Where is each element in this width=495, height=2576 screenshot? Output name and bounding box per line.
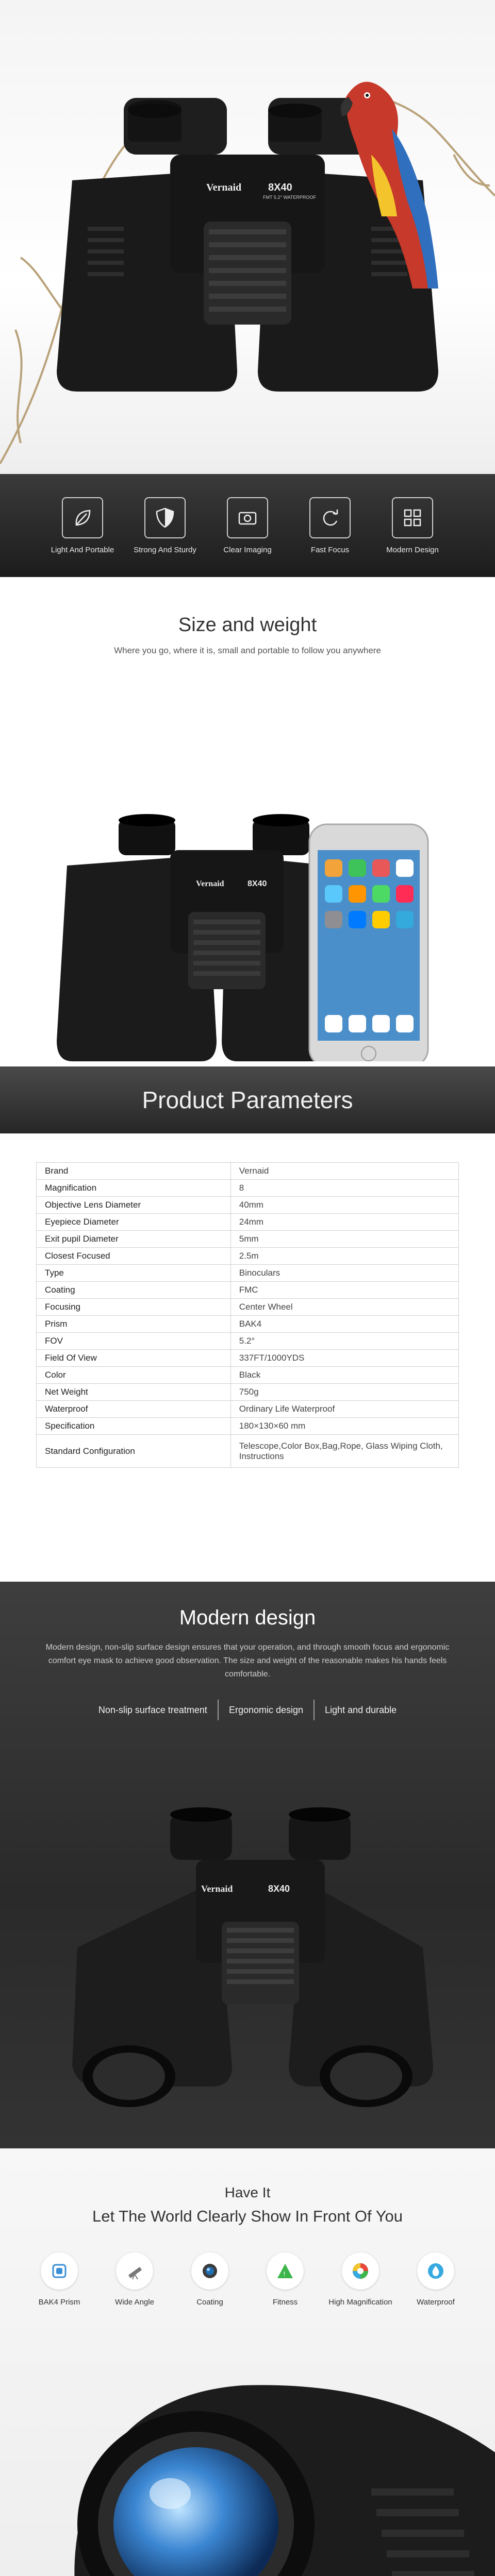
- phone-image: [309, 824, 428, 1061]
- params-row: [37, 1418, 459, 1435]
- param-key: Eyepiece Diameter: [37, 1214, 231, 1231]
- haveit-line1: Have It: [224, 2184, 271, 2200]
- size-title: Size and weight: [178, 614, 317, 636]
- feature-label: Fast Focus: [310, 545, 350, 554]
- param-value: 180×130×60 mm: [230, 1418, 458, 1435]
- tag-ergonomic: Ergonomic design: [228, 1704, 304, 1715]
- param-value: 5.2°: [230, 1333, 458, 1350]
- param-value: FMC: [230, 1282, 458, 1299]
- param-value: Ordinary Life Waterproof: [230, 1401, 458, 1418]
- triangle-icon: [267, 2252, 304, 2290]
- params-row: [37, 1180, 459, 1197]
- param-key: Objective Lens Diameter: [37, 1197, 231, 1214]
- feature-label: Clear Imaging: [223, 545, 272, 554]
- feature-item: [217, 497, 278, 554]
- params-row: [37, 1401, 459, 1418]
- param-key: Prism: [37, 1316, 231, 1333]
- params-row: [37, 1299, 459, 1316]
- param-value: Vernaid: [230, 1163, 458, 1180]
- feature-icon-label: High Magnification: [328, 2298, 392, 2307]
- feature-icon-item: [31, 2252, 88, 2307]
- camera-icon: [227, 497, 268, 538]
- param-key: Waterproof: [37, 1401, 231, 1418]
- feature-item: [52, 497, 113, 554]
- params-header: [0, 1066, 495, 1133]
- grid-icon: [392, 497, 433, 538]
- feature-icon-item: [106, 2252, 163, 2307]
- aperture-icon: [342, 2252, 379, 2290]
- brand-print: Vernaid: [206, 182, 242, 193]
- params-section: [0, 1066, 495, 1582]
- model-print: 8X40: [268, 182, 292, 193]
- feature-icon-label: Fitness: [272, 2298, 298, 2307]
- modern-illustration: [0, 1777, 495, 2138]
- modern-text: Modern design, non-slip surface design ensures that your operation, and through smooth focus and ergonomic comfort eye mask to achieve good observation. The size and weight of the reasonable makes his hands feels comfortable.: [45, 1643, 450, 1679]
- params-row: [37, 1163, 459, 1180]
- params-row: [37, 1384, 459, 1401]
- brand-print: Vernaid: [201, 1884, 233, 1894]
- param-key: Magnification: [37, 1180, 231, 1197]
- binoculars-image: [72, 1807, 433, 2107]
- params-row: [37, 1367, 459, 1384]
- param-key: Field Of View: [37, 1350, 231, 1367]
- haveit-section: [0, 2148, 495, 2576]
- params-title: Product Parameters: [142, 1087, 353, 1113]
- params-row: [37, 1350, 459, 1367]
- param-value: 8: [230, 1180, 458, 1197]
- brand-print: Vernaid: [196, 879, 224, 888]
- param-value: 337FT/1000YDS: [230, 1350, 458, 1367]
- features-bar: [0, 474, 495, 577]
- param-value: 750g: [230, 1384, 458, 1401]
- params-row: [37, 1265, 459, 1282]
- feature-icon-label: Coating: [196, 2298, 223, 2307]
- param-key: Net Weight: [37, 1384, 231, 1401]
- feature-icon-item: [328, 2252, 392, 2307]
- feature-icon-item: [407, 2252, 464, 2307]
- feature-label: Modern Design: [386, 545, 439, 554]
- size-subtitle: Where you go, where it is, small and portable to follow you anywhere: [114, 646, 381, 655]
- refresh-icon: [309, 497, 351, 538]
- param-value: Center Wheel: [230, 1299, 458, 1316]
- prism-icon: [41, 2252, 78, 2290]
- size-illustration: [0, 670, 495, 1061]
- svg-text:!: !: [283, 2270, 286, 2278]
- feature-icon-item: [257, 2252, 314, 2307]
- modern-section: [0, 1582, 495, 2148]
- params-row: [37, 1248, 459, 1265]
- param-key: FOV: [37, 1333, 231, 1350]
- feature-item: [382, 497, 443, 554]
- drop-icon: [417, 2252, 454, 2290]
- param-value: Telescope,Color Box,Bag,Rope, Glass Wiping Cloth, Instructions: [230, 1435, 458, 1468]
- shield-icon: [144, 497, 186, 538]
- param-value: BAK4: [230, 1316, 458, 1333]
- param-value: Black: [230, 1367, 458, 1384]
- size-section: [0, 577, 495, 1066]
- feature-icon-label: Waterproof: [417, 2298, 455, 2307]
- left-twig2: [21, 258, 62, 309]
- modern-tags: [0, 1700, 495, 1720]
- param-key: Color: [37, 1367, 231, 1384]
- tag-non-slip: Non-slip surface treatment: [98, 1704, 207, 1715]
- hero-illustration: [0, 0, 495, 474]
- telescope-icon: [116, 2252, 153, 2290]
- param-key: Standard Configuration: [37, 1435, 231, 1468]
- param-key: Focusing: [37, 1299, 231, 1316]
- params-row: [37, 1197, 459, 1214]
- param-key: Brand: [37, 1163, 231, 1180]
- lens-icon: [191, 2252, 228, 2290]
- params-row: [37, 1316, 459, 1333]
- param-value: 40mm: [230, 1197, 458, 1214]
- param-value: 2.5m: [230, 1248, 458, 1265]
- param-key: Exit pupil Diameter: [37, 1231, 231, 1248]
- feature-item: [134, 497, 196, 554]
- feature-label: Strong And Sturdy: [134, 545, 196, 554]
- feature-icons-row: [0, 2252, 495, 2307]
- eyepiece-closeup-image: [0, 2318, 495, 2576]
- params-row: [37, 1231, 459, 1248]
- model-print: 8X40: [268, 1884, 290, 1894]
- param-value: 5mm: [230, 1231, 458, 1248]
- tag-durable: Light and durable: [325, 1704, 397, 1715]
- feature-icon-label: BAK4 Prism: [38, 2298, 80, 2307]
- feature-label: Light And Portable: [51, 545, 114, 554]
- param-key: Specification: [37, 1418, 231, 1435]
- params-row: [37, 1214, 459, 1231]
- model-print: 8X40: [248, 879, 267, 888]
- model-sub-print: FMT 5.2° WATERPROOF: [263, 195, 316, 200]
- leaf-icon: [62, 497, 103, 538]
- hero-section: [0, 0, 495, 474]
- params-row: [37, 1333, 459, 1350]
- feature-icon-item: [182, 2252, 238, 2307]
- param-value: 24mm: [230, 1214, 458, 1231]
- param-key: Coating: [37, 1282, 231, 1299]
- params-table: [36, 1162, 459, 1468]
- binoculars-image: [57, 814, 330, 1061]
- feature-icon-label: Wide Angle: [115, 2298, 154, 2307]
- params-row: [37, 1435, 459, 1468]
- param-value: Binoculars: [230, 1265, 458, 1282]
- modern-title: Modern design: [179, 1606, 316, 1629]
- param-key: Type: [37, 1265, 231, 1282]
- haveit-line2: Let The World Clearly Show In Front Of You: [92, 2207, 403, 2225]
- param-key: Closest Focused: [37, 1248, 231, 1265]
- params-row: [37, 1282, 459, 1299]
- feature-item: [299, 497, 361, 554]
